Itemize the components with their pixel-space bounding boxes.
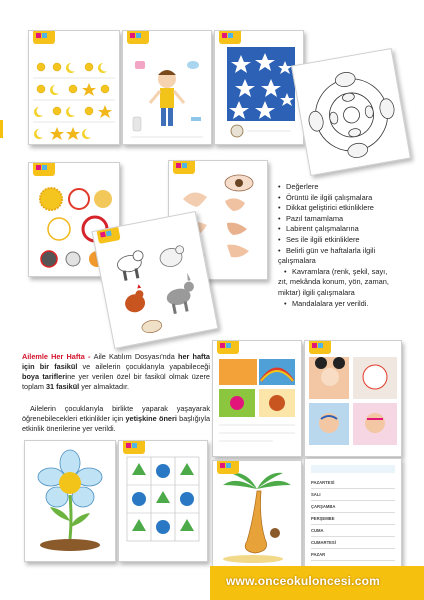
list-item: • Örüntü ile ilgili çalışmalara: [278, 192, 373, 202]
table-row: PAZAR: [311, 549, 395, 561]
table-row: SALI: [311, 489, 395, 501]
palm-tree-illustration: [213, 461, 301, 571]
page-tag: [309, 341, 331, 354]
page-boy-hygiene: [122, 30, 212, 145]
page-stars: [214, 30, 304, 145]
page-turtle-mandala: [291, 48, 411, 176]
list-item-continuation: zıt, mekânda konum, yön, zaman,: [278, 277, 389, 287]
face-paint-illustration: [305, 341, 401, 456]
stars-illustration: [215, 31, 303, 144]
table-row: ÇARŞAMBA: [311, 501, 395, 513]
table-row: CUMA: [311, 525, 395, 537]
boy-illustration: [123, 31, 211, 144]
page-palm-tree: [212, 460, 302, 572]
table-row: PERŞEMBE: [311, 513, 395, 525]
list-item-continuation: miktar) ilgili çalışmalara: [278, 287, 355, 297]
table-header: [311, 465, 395, 473]
list-item: • Labirent çalışmalarına: [278, 224, 359, 234]
list-item: • Kavramlara (renk, şekil, sayı,: [284, 266, 388, 276]
page-pattern-sun-moon: [28, 30, 120, 145]
edge-accent: [0, 120, 3, 138]
page-tag: [219, 31, 241, 44]
table-row: CUMARTESİ: [311, 537, 395, 549]
list-item: • Belirli gün ve haftalarla ilgili: [278, 245, 376, 255]
pattern-illustration: [29, 31, 119, 144]
website-link[interactable]: www.onceokuloncesi.com: [226, 574, 380, 588]
page-tag: [123, 441, 145, 454]
family-weekly-paragraph: Ailemle Her Hafta - Aile Katılım Dosyası'nda her hafta için bir fasikül ve ailelerin çocuklarıyla yapabileceği boya tariflerine yer verilen özel bir fasikül olmak üzere toplam 31 fasikül yer almaktadır.: [22, 352, 210, 391]
crafts-illustration: [213, 341, 301, 456]
list-item: • Değerlere: [278, 182, 319, 191]
list-item: • Pazıl tamamlama: [278, 213, 344, 223]
page-tag: [127, 31, 149, 44]
page-tag: [217, 341, 239, 354]
adult-suggestion-paragraph: Ailelerin çocuklarıyla birlikte yaparak yaşayarak öğrenebilecekleri etkinlikler için yetişkine öneri başlığıyla etkinlik önerilerine yer verildi.: [22, 404, 210, 433]
page-tag: [217, 461, 239, 474]
table-row: PAZARTESİ: [311, 477, 395, 489]
page-flower: [24, 440, 116, 562]
page-farm-animals: [92, 211, 219, 349]
features-list: [278, 182, 416, 309]
list-item: • Dikkat geliştirici etkinliklere: [278, 203, 374, 213]
flower-illustration: [25, 441, 115, 561]
list-item-continuation: çalışmalara: [278, 256, 316, 266]
page-weekly-table: [304, 458, 402, 568]
page-recycle-grid: [118, 440, 208, 562]
page-tag: [33, 163, 55, 176]
section-title: Ailemle Her Hafta: [22, 352, 85, 361]
page-face-paint: [304, 340, 402, 457]
list-item: • Mandalalara yer verildi.: [284, 298, 369, 308]
weekday-table: [311, 477, 395, 561]
mandala-illustration: [292, 49, 410, 175]
page-tag: [173, 161, 195, 174]
list-item: • Ses ile ilgili etkinliklere: [278, 234, 360, 244]
recycle-grid-illustration: [119, 441, 207, 561]
page-crafts-photos: [212, 340, 302, 457]
page-tag: [33, 31, 55, 44]
